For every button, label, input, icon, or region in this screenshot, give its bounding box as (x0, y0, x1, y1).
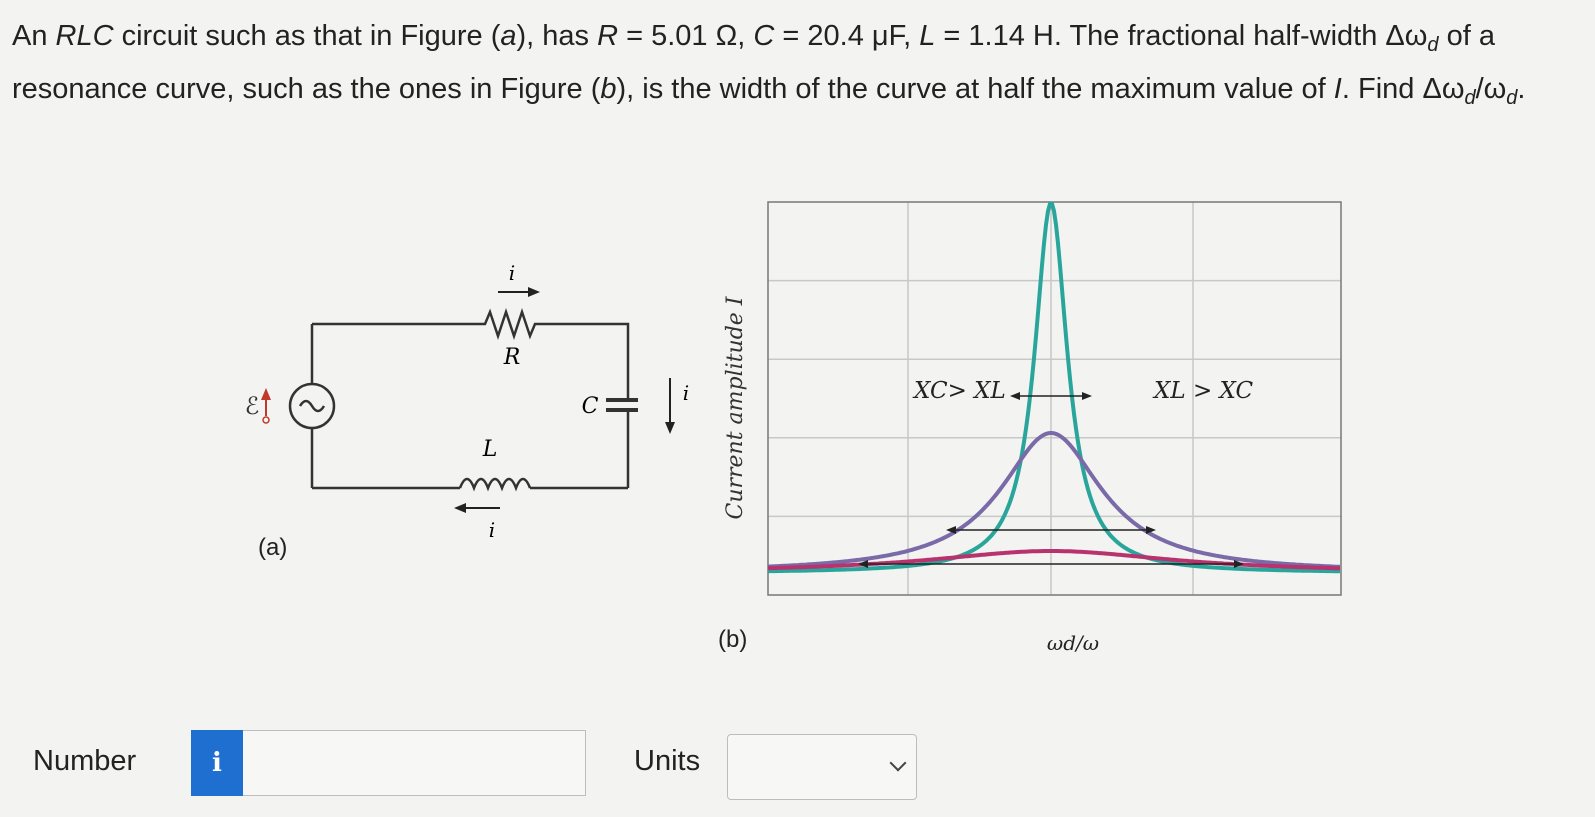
resonance-plot (718, 198, 1348, 668)
half-width-arrow-high-q-head (1010, 392, 1020, 400)
number-input[interactable] (243, 730, 586, 796)
resistor-label: R (503, 345, 521, 370)
current-label-right: i (682, 381, 690, 405)
half-width-arrow-high-q-head (1082, 392, 1092, 400)
units-select[interactable] (727, 734, 917, 800)
region-label-left: XC> XL (914, 378, 1006, 404)
number-label: Number (33, 745, 137, 777)
plot-grid (768, 202, 1341, 595)
y-axis-label: Current amplitude I (723, 296, 748, 520)
x-axis-label: ωd/ω (1046, 631, 1100, 655)
plot-frame (768, 202, 1341, 595)
figure-b-caption: (b) (718, 626, 748, 653)
current-label-top: i (508, 261, 516, 285)
region-label-right: XL > XC (1154, 378, 1254, 404)
inductor-label: L (482, 437, 498, 462)
emf-symbol: ℰ (244, 393, 260, 420)
figure-a-caption: (a) (258, 534, 288, 561)
chevron-down-icon[interactable] (890, 755, 907, 772)
units-label: Units (634, 745, 701, 777)
info-icon[interactable]: i (191, 730, 243, 796)
current-label-bottom: i (488, 518, 496, 542)
curve-medium-q (768, 433, 1340, 567)
circuit-diagram (240, 260, 700, 560)
question-text: An RLC circuit such as that in Figure (a), has R = 5.01 Ω, C = 20.4 μF, L = 1.14 H. The fractional half-width $\Delta\omega_d$ of a resonance curve, such as the ones in Figure (b), is the width of the curve at half the maximum value of I. Find $\Delta\omega_d/\omega_d$. (12, 20, 1526, 109)
capacitor-label: C (581, 394, 599, 419)
